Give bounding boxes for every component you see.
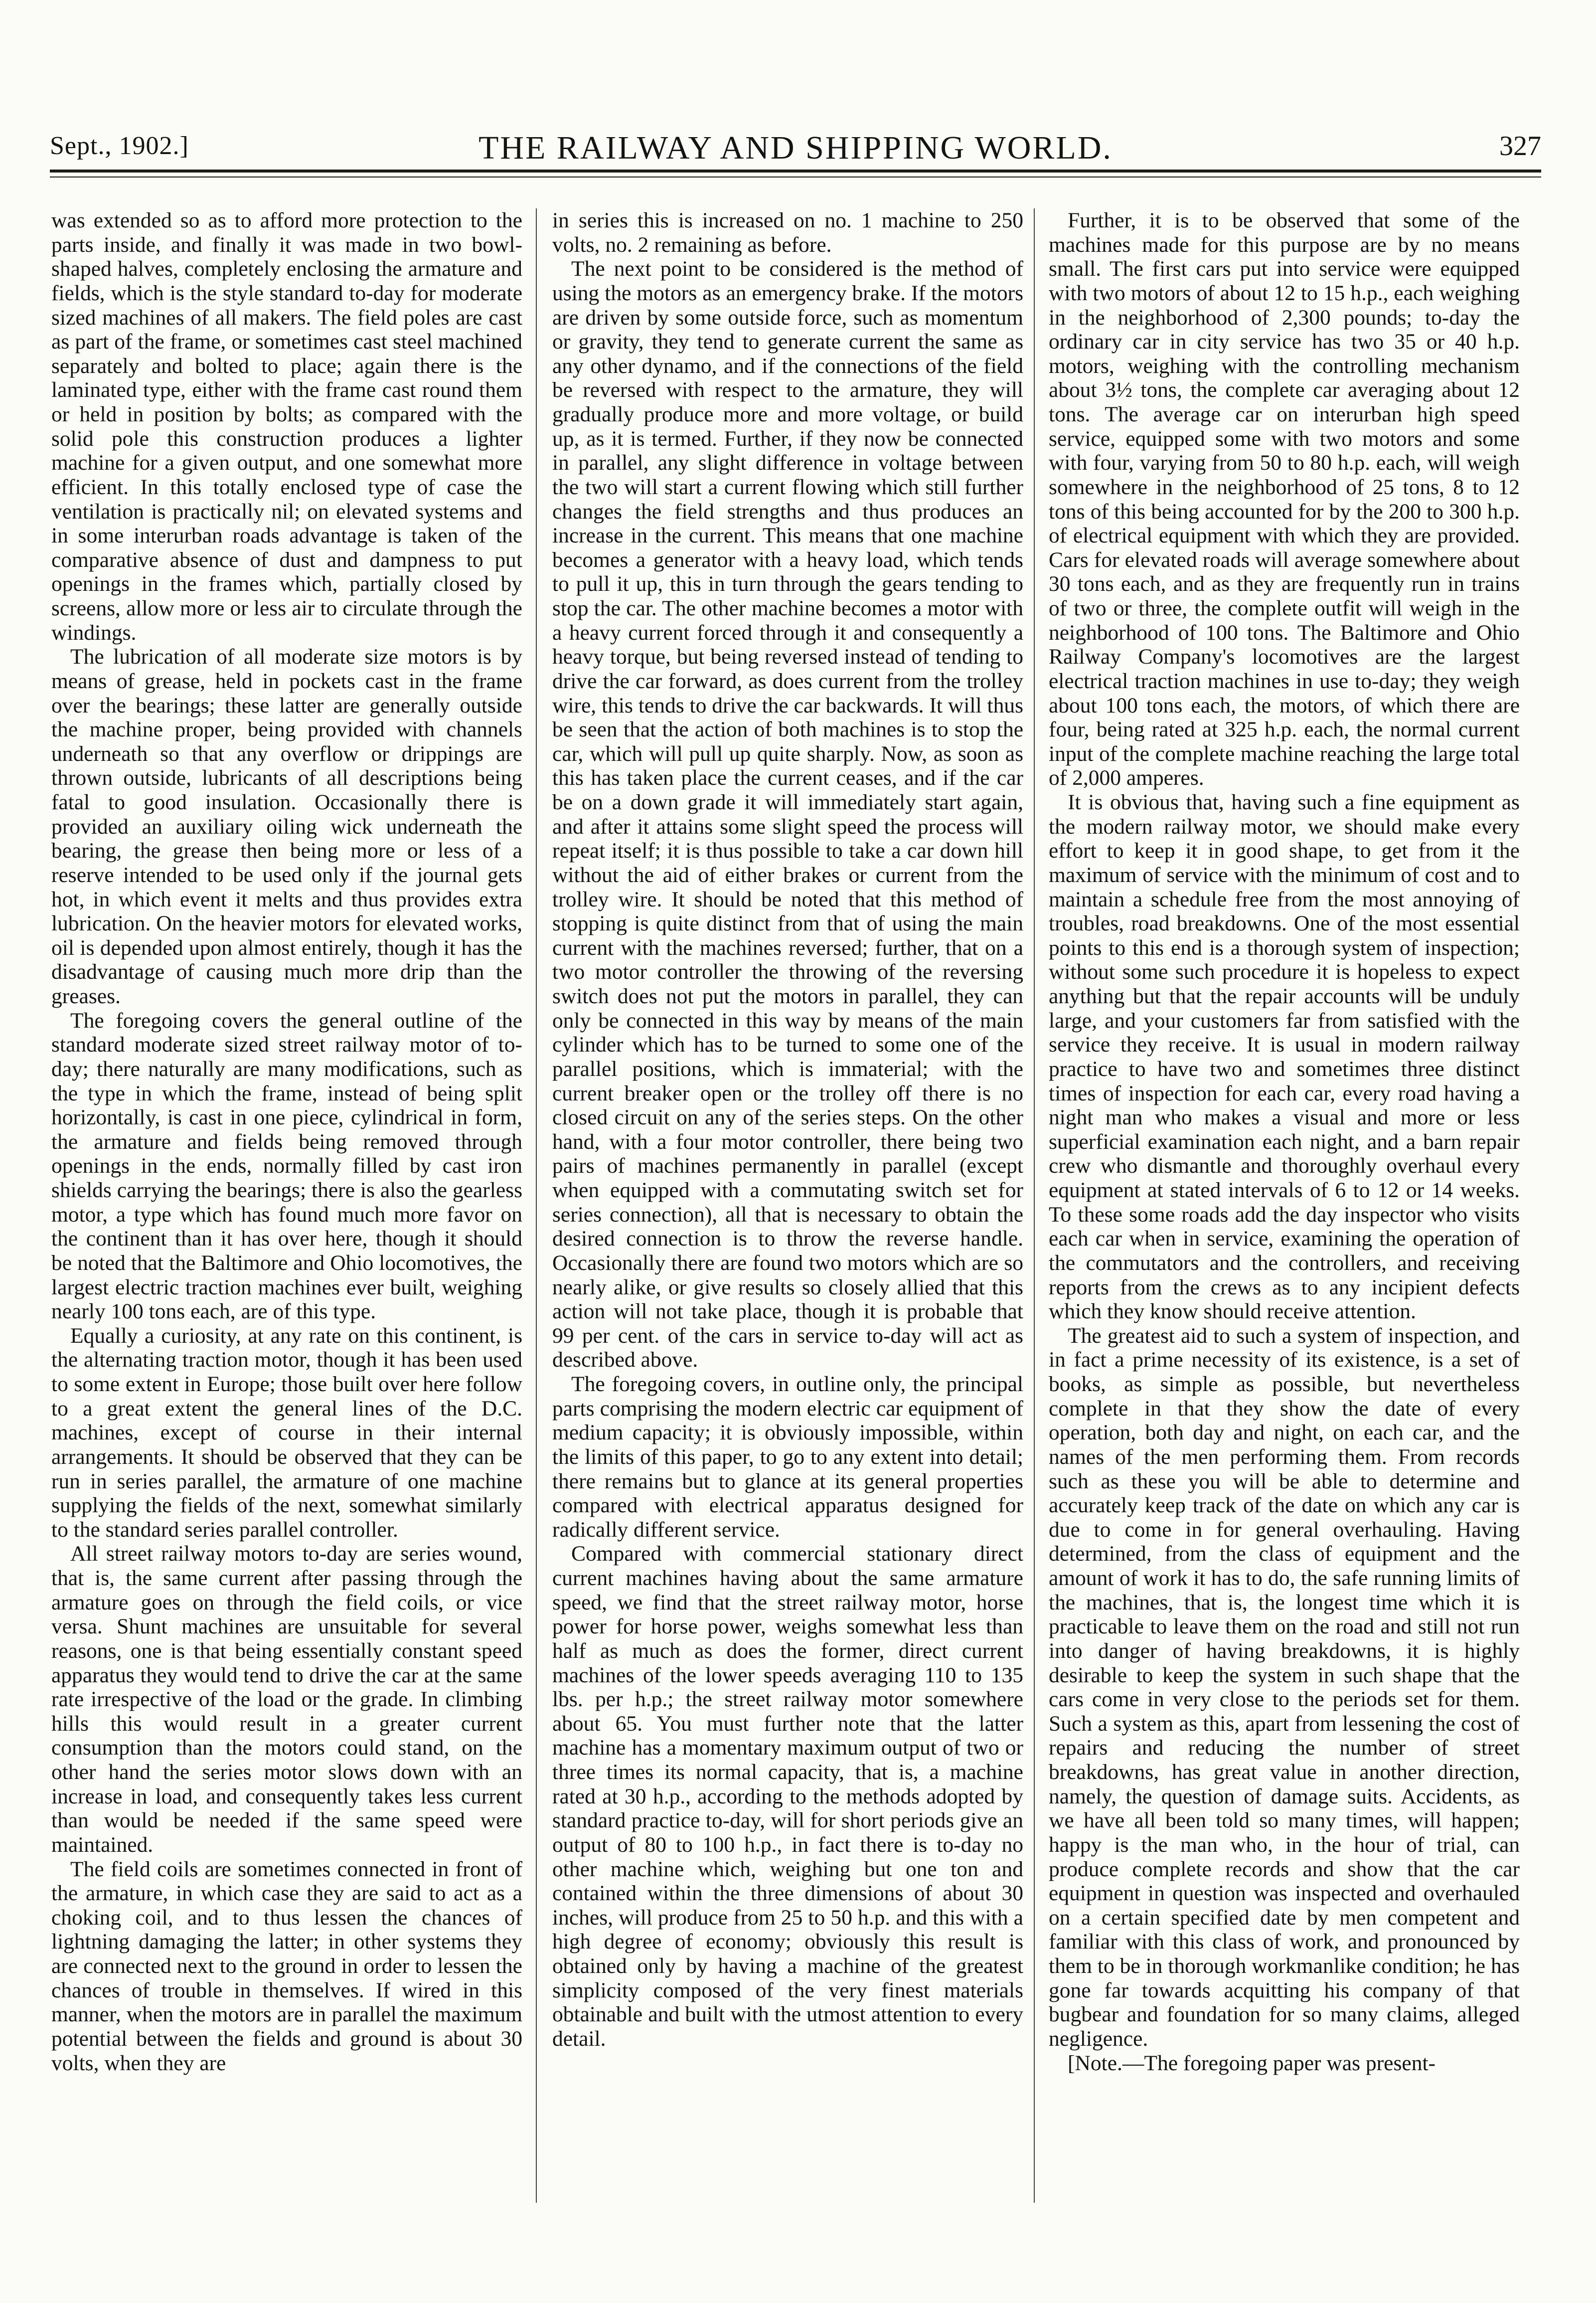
paragraph: [Note.—The foregoing paper was present- (1068, 2051, 1436, 2075)
paragraph: The foregoing covers the general outline of the standard moderate sized street railway motor of to-day; there naturally are many modifications, such as the type in which the frame, instead of being split horizontally, is cast in one piece, cylindrical in form, the armature and fields being removed through openings in the ends, normally filled by cast iron shields carrying the bearings; there is also the gearless motor, a type which has found much more favor on the continent than it has over here, though it should be noted that the Baltimore and Ohio locomotives, the largest electric traction machines ever built, weighing nearly 100 tons each, are of this type. (51, 1008, 522, 1324)
paragraph: in series this is increased on no. 1 machine to 250 volts, no. 2 remaining as before. (552, 208, 1023, 257)
paragraph: Further, it is to be observed that some of the machines made for this purpose are by no means small. The first cars put into service were equipped with two motors of about 12 to 15 h.p., each weighing in the neighborhood of 2,300 pounds; to-day the ordinary car in city service has two 35 or 40 h.p. motors, weighing with the controlling mechanism about 3½ tons, the complete car averaging about 12 tons. The average car on interurban high speed service, equipped some with two motors and some with four, varying from 50 to 80 h.p. each, will weigh somewhere in the neighborhood of 25 tons, 8 to 12 tons of this being accounted for by the 200 to 300 h.p. of electrical equipment with which they are provided. Cars for elevated roads will average somewhere about 30 tons each, and as they are frequently run in trains of two or three, the complete outfit will weigh in the neighborhood of 100 tons. The Baltimore and Ohio Railway Company's locomotives are the largest electrical traction machines in use to-day; they weigh about 100 tons each, the motors, of which there are four, being rated at 325 h.p. each, the normal current input of the complete machine reaching the large total of 2,000 amperes. (1049, 208, 1520, 790)
text-column-1 (51, 208, 522, 2218)
paragraph: The lubrication of all moderate size motors is by means of grease, held in pockets cast in the frame over the bearings; these latter are generally outside the machine proper, being provided with channels underneath so that any overflow or drippings are thrown outside, lubricants of all descriptions being fatal to good insulation. Occasionally there is provided an auxiliary oiling wick underneath the bearing, the grease then being more or less of a reserve intended to be used only if the journal gets hot, in which event it melts and thus provides extra lubrication. On the heavier motors for elevated works, oil is depended upon almost entirely, though it has the disadvantage of causing much more drip than the greases. (51, 645, 522, 1008)
publication-title: THE RAILWAY AND SHIPPING WORLD. (479, 130, 1113, 166)
paragraph: Compared with commercial stationary direct current machines having about the same armature speed, we find that the street railway motor, horse power for horse power, weighs somewhat less than half as much as does the former, direct current machines of the lower speeds averaging 110 to 135 lbs. per h.p.; the street railway motor somewhere about 65. You must further note that the latter machine has a momentary maximum output of two or three times its normal capacity, that is, a machine rated at 30 h.p., according to the methods adopted by standard practice to-day, will for short periods give an output of 80 to 100 h.p., in fact there is to-day no other machine which, weighing but one ton and contained within the three dimensions of about 30 inches, will produce from 25 to 50 h.p. and this with a high degree of economy; obviously this result is obtained only by having a machine of the greatest simplicity composed of the very finest materials obtainable and built with the utmost attention to every detail. (552, 1542, 1023, 2051)
paragraph: All street railway motors to-day are series wound, that is, the same current after passing through the armature goes on through the field coils, or vice versa. Shunt machines are unsuitable for several reasons, one is that being essentially constant speed apparatus they would tend to drive the car at the same rate irrespective of the load or the grade. In climbing hills this would result in a greater current consumption than the motors could stand, on the other hand the series motor slows down with an increase in load, and consequently takes less current than would be needed if the same speed were maintained. (51, 1542, 522, 1857)
paragraph: The next point to be considered is the method of using the motors as an emergency brake. If the motors are driven by some outside force, such as momentum or gravity, they tend to generate current the same as any other dynamo, and if the connections of the field be reversed with respect to the armature, they will gradually produce more and more voltage, or build up, as it is termed. Further, if they now be connected in parallel, any slight difference in voltage between the two will start a current flowing which still further changes the field strengths and thus produces an increase in the current. This means that one machine becomes a generator with a heavy load, which tends to pull it up, this in turn through the gears tending to stop the car. The other machine becomes a motor with a heavy current forced through it and consequently a heavy torque, but being reversed instead of tending to drive the car forward, as does current from the trolley wire, this tends to drive the car backwards. It will thus be seen that the action of both machines is to stop the car, which will pull up quite sharply. Now, as soon as this has taken place the current ceases, and if the car be on a down grade it will immediately start again, and after it attains some slight speed the process will repeat itself; it is thus possible to take a car down hill without the aid of either brakes or current from the trolley wire. It should be noted that this method of stopping is quite distinct from that of using the main current with the machines reversed; further, that on a two motor controller the throwing of the reversing switch does not put the motors in parallel, they can only be connected in this way by means of the main cylinder which has to be turned to some one of the parallel positions, which is immaterial; with the current breaker open or the trolley off there is no closed circuit on any of the series steps. On the other hand, with a four motor controller, there being two pairs of machines permanently in parallel (except when equipped with a commutating switch set for series connection), all that is necessary to obtain the desired connection is to throw the reverse handle. Occasionally there are found two motors which are so nearly alike, or give results so closely allied that this action will not take place, though it is probable that 99 per cent. of the cars in service to-day will act as described above. (552, 257, 1023, 1372)
text-column-2 (552, 208, 1023, 2218)
page-number: 327 (1499, 131, 1541, 162)
paragraph: Equally a curiosity, at any rate on this continent, is the alternating traction motor, though it has been used to some extent in Europe; those built over here follow to a great extent the general lines of the D.C. machines, except of course in their internal arrangements. It should be observed that they can be run in series parallel, the armature of one machine supplying the fields of the next, somewhat similarly to the standard series parallel controller. (51, 1323, 522, 1542)
paragraph: It is obvious that, having such a fine equipment as the modern railway motor, we should make every effort to keep it in good shape, to get from it the maximum of service with the minimum of cost and to maintain a schedule free from the most annoying of troubles, road breakdowns. One of the most essential points to this end is a thorough system of inspection; without some such procedure it is hopeless to expect anything but that the repair accounts will be unduly large, and your customers far from satisfied with the service they receive. It is usual in modern railway practice to have two and sometimes three distinct times of inspection for each car, every road having a night man who makes a visual and more or less superficial examination each night, and a barn repair crew who dismantle and thoroughly overhaul every equipment at stated intervals of 6 to 12 or 14 weeks. To these some roads add the day inspector who visits each car when in service, examining the operation of the commutators and the controllers, and receiving reports from the crews as to any incipient defects which they know should receive attention. (1049, 790, 1520, 1324)
running-header (50, 127, 1541, 167)
header-rule-thick (50, 170, 1541, 173)
paragraph: The foregoing covers, in outline only, the principal parts comprising the modern electric car equipment of medium capacity; it is obviously impossible, within the limits of this paper, to go to any extent into detail; there remains but to glance at its general properties compared with electrical apparatus designed for radically different service. (552, 1372, 1023, 1542)
text-column-3 (1049, 208, 1520, 2218)
paragraph: The field coils are sometimes connected in front of the armature, in which case they are said to act as a choking coil, and to thus lessen the chances of lightning damaging the latter; in other systems they are connected next to the ground in order to lessen the chances of trouble in themselves. If wired in this manner, when the motors are in parallel the maximum potential between the fields and ground is about 30 volts, when they are (51, 1857, 522, 2075)
issue-date: Sept., 1902.] (50, 132, 189, 160)
paragraph: The greatest aid to such a system of inspection, and in fact a prime necessity of its existence, is a set of books, as simple as possible, but nevertheless complete in that they show the date of every operation, both day and night, on each car, and the names of the men performing them. From records such as these you will be able to determine and accurately keep track of the date on which any car is due to come in for general overhauling. Having determined, from the class of equipment and the amount of work it has to do, the safe running limits of the machines, that is, the longest time which it is practicable to leave them on the road and still not run into danger of having breakdowns, it is highly desirable to keep the system in such shape that the cars come in very close to the periods set for them. Such a system as this, apart from lessening the cost of repairs and reducing the number of street breakdowns, has great value in another direction, namely, the question of damage suits. Accidents, as we have all been told so many times, will happen; happy is the man who, in the hour of trial, can produce complete records and show that the car equipment in question was inspected and overhauled on a certain specified date by men competent and familiar with this class of work, and pronounced by them to be in thorough workmanlike condition; he has gone far towards acquitting his company of that bugbear and foundation for so many claims, alleged negligence. (1049, 1323, 1520, 2051)
paragraph: was extended so as to afford more protection to the parts inside, and finally it was made in two bowl-shaped halves, completely enclosing the armature and fields, which is the style standard to-day for moderate sized machines of all makers. The field poles are cast as part of the frame, or sometimes cast steel machined separately and bolted to place; again there is the laminated type, either with the frame cast round them or held in position by bolts; as compared with the solid pole this construction produces a lighter machine for a given output, and one somewhat more efficient. In this totally enclosed type of case the ventilation is practically nil; on elevated systems and in some interurban roads advantage is taken of the comparative absence of dust and dampness to put openings in the frames which, partially closed by screens, allow more or less air to circulate through the windings. (51, 208, 522, 645)
column-divider (536, 208, 537, 2203)
column-divider (1034, 208, 1035, 2203)
